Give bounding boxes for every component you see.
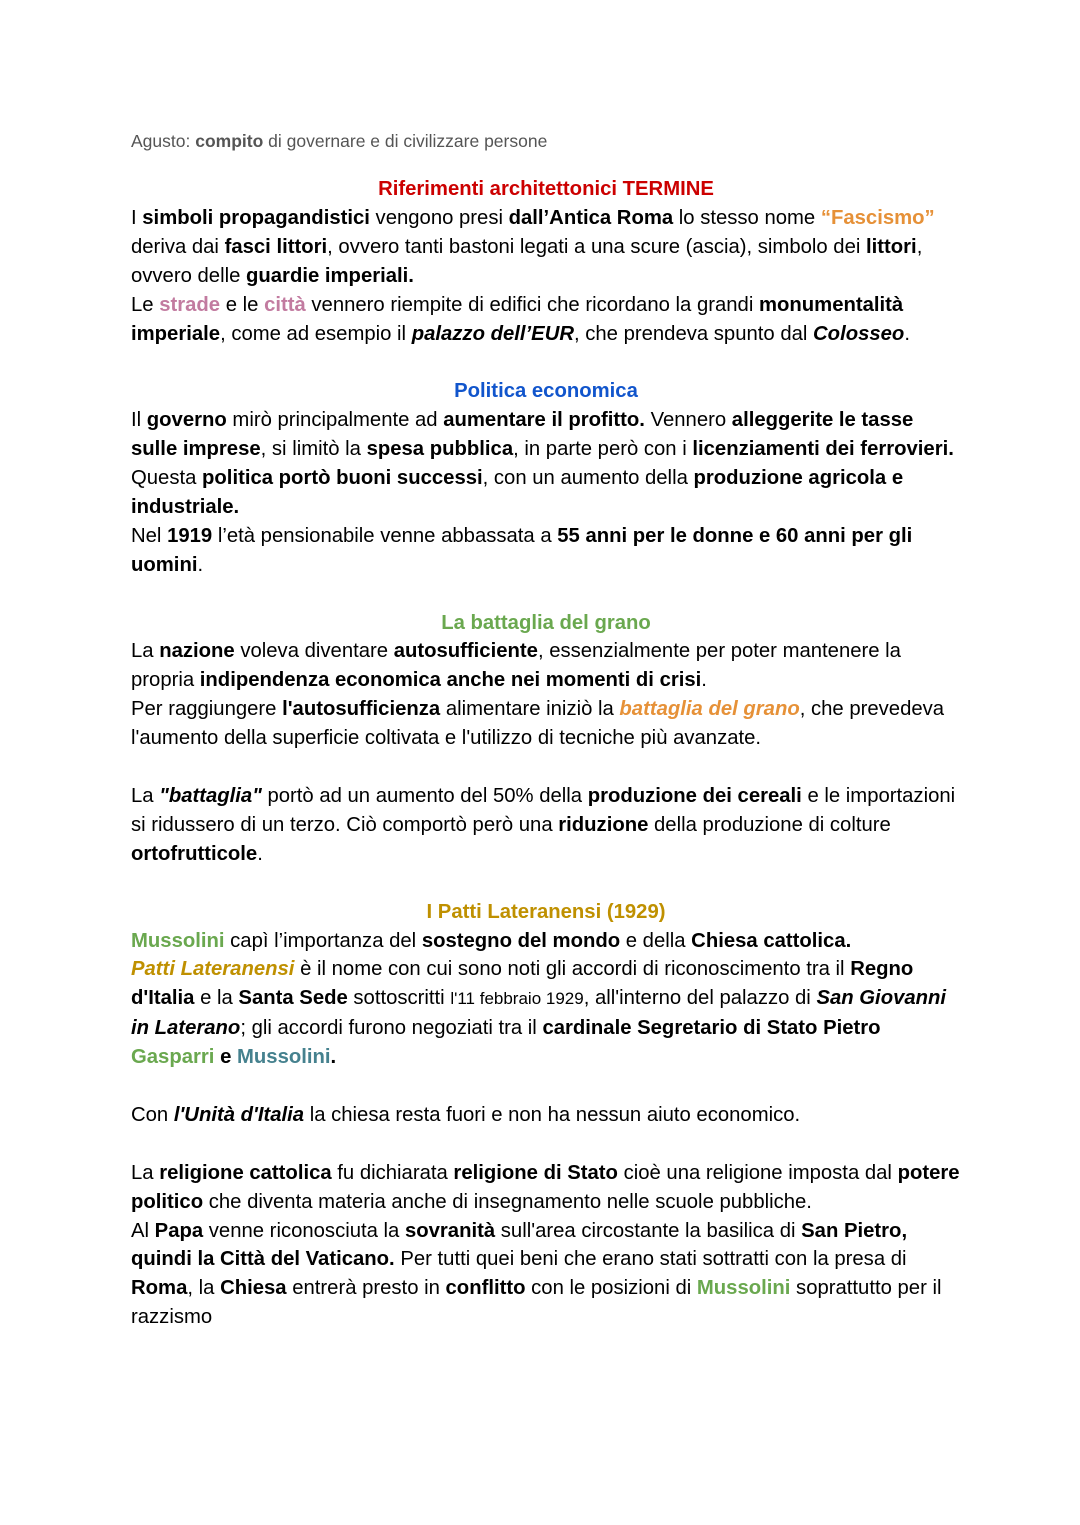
paragraph-papa: Al Papa venne riconosciuta la sovranità sull'area circostante la basilica di San Pietro, quindi la Città del Vaticano. Per tutti quei beni che erano stati sottratti con la presa di Roma, la Chiesa entrerà presto in conflitto con le posizioni di Mussolini soprattutto per il razzismo [131,1219,942,1329]
section-title-riferimenti: Riferimenti architettonici TERMINE [378,178,714,200]
paragraph-autosufficienza: Per raggiungere l'autosufficienza alimentare iniziò la battaglia del grano, che prevedeva l'aumento della superficie coltivata e l'utilizzo di tecniche più avanzate. [131,698,945,750]
paragraph-battaglia-risultati: La "battaglia" portò ad un aumento del 50% della produzione dei cereali e le importazioni si ridussero di un terzo. Ciò comportò però una riduzione della produzione di colture ortofrutticole. [131,784,956,865]
paragraph-strade: Le strade e le città vennero riempite di edifici che ricordano la grandi monumentalità imperiale, come ad esempio il palazzo dell’EUR, che prendeva spunto dal Colosseo. [131,293,910,345]
paragraph-simboli: I simboli propagandistici vengono presi dall’Antica Roma lo stesso nome “Fascismo” deriva dai fasci littori, ovvero tanti bastoni legati a una scure (ascia), simbolo dei littori, ovvero delle guardie imperiali. [131,206,935,287]
paragraph-unita-italia: Con l'Unità d'Italia la chiesa resta fuori e non ha nessun aiuto economico. [131,1103,801,1126]
paragraph-mussolini: Mussolini capì l’importanza del sostegno del mondo e della Chiesa cattolica. [131,929,852,952]
paragraph-governo: Il governo mirò principalmente ad aumentare il profitto. Vennero alleggerite le tasse sulle imprese, si limitò la spesa pubblica, in parte però con i licenziamenti dei ferrovieri. Questa politica portò buoni successi, con un aumento della produzione agricola e industriale. [131,409,954,518]
section-title-politica-economica: Politica economica [454,380,638,403]
paragraph-patti: Patti Lateranensi è il nome con cui sono noti gli accordi di riconoscimento tra il Regno d'Italia e la Santa Sede sottoscritti l'11 febbraio 1929, all'interno del palazzo di San Giovanni in Laterano; gli accordi furono negoziati tra il cardinale Segretario di Stato Pietro Gasparri e Mussolini. [131,958,947,1069]
paragraph-nazione: La nazione voleva diventare autosufficiente, essenzialmente per poter mantenere la propria indipendenza economica anche nei momenti di crisi. [131,640,901,692]
section-title-battaglia-grano: La battaglia del grano [441,611,651,634]
section-title-patti-lateranensi: I Patti Lateranensi (1929) [426,900,666,923]
document-content [131,128,961,1332]
intro-line: Agusto: compito di governare e di civilizzare persone [131,131,548,151]
paragraph-religione: La religione cattolica fu dichiarata religione di Stato cioè una religione imposta dal potere politico che diventa materia anche di insegnamento nelle scuole pubbliche. [131,1161,960,1213]
paragraph-pensioni: Nel 1919 l’età pensionabile venne abbassata a 55 anni per le donne e 60 anni per gli uomini. [131,524,913,576]
